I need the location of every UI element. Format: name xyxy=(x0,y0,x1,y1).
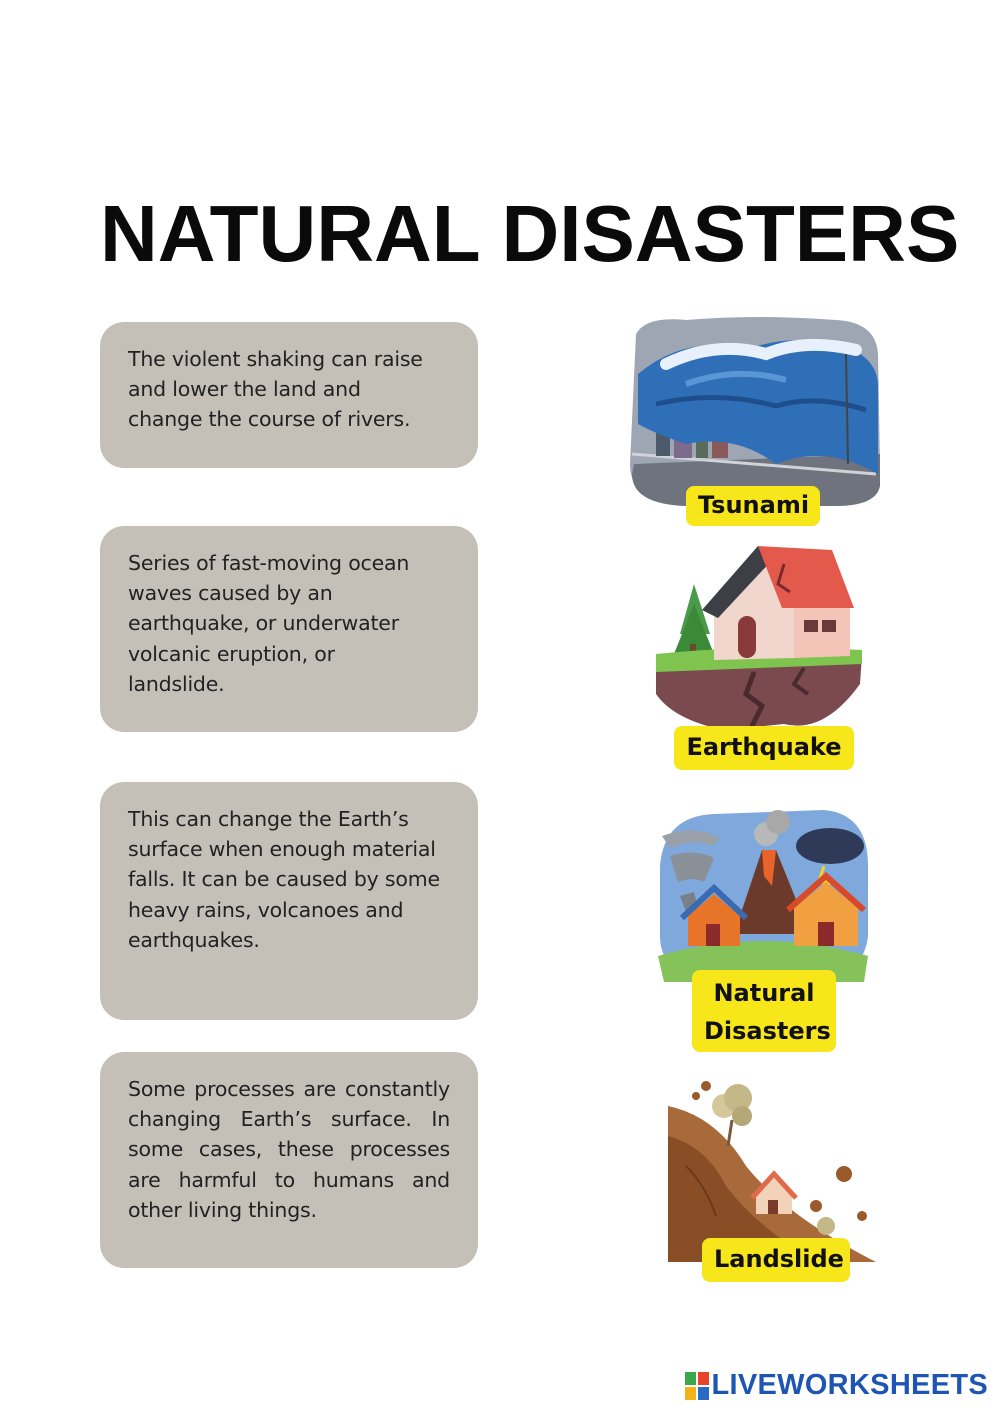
earthquake-label: Earthquake xyxy=(674,726,854,770)
landslide-illustration[interactable] xyxy=(666,1076,878,1286)
tsunami-label: Tsunami xyxy=(686,486,820,526)
liveworksheets-text: LIVEWORKSHEETS xyxy=(711,1369,988,1401)
liveworksheets-brand[interactable] xyxy=(685,1369,989,1402)
definition-card-4 xyxy=(100,1052,478,1268)
definition-card-1 xyxy=(100,322,478,468)
tsunami-icon xyxy=(626,314,882,514)
tsunami-illustration[interactable] xyxy=(626,314,882,519)
definition-card-3 xyxy=(100,782,478,1020)
natural-disasters-label xyxy=(692,970,836,1052)
natural-disasters-label-line1: Natural xyxy=(713,979,815,1007)
earthquake-illustration[interactable] xyxy=(654,544,864,774)
volcano-storm-icon xyxy=(654,806,876,986)
earthquake-icon xyxy=(654,544,864,734)
natural-disasters-illustration[interactable] xyxy=(654,806,876,1056)
definition-card-2 xyxy=(100,526,478,732)
liveworksheets-logo-icon xyxy=(685,1372,709,1400)
definition-text-2: Series of fast-moving ocean waves caused by an earthquake, or underwater volcanic eruption, or landslide. xyxy=(128,551,410,696)
definition-text-1: The violent shaking can raise and lower the land and change the course of rivers. xyxy=(128,347,423,432)
natural-disasters-label-line2: Disasters xyxy=(704,1017,831,1045)
page-title: NATURAL DISASTERS xyxy=(100,189,960,278)
definition-text-4: Some processes are constantly changing Earth’s surface. In some cases, these processes are harmful to humans and other living things. xyxy=(128,1077,450,1222)
definition-text-3: This can change the Earth’s surface when enough material falls. It can be caused by some heavy rains, volcanoes and earthquakes. xyxy=(128,807,440,952)
landslide-label: Landslide xyxy=(702,1238,850,1282)
